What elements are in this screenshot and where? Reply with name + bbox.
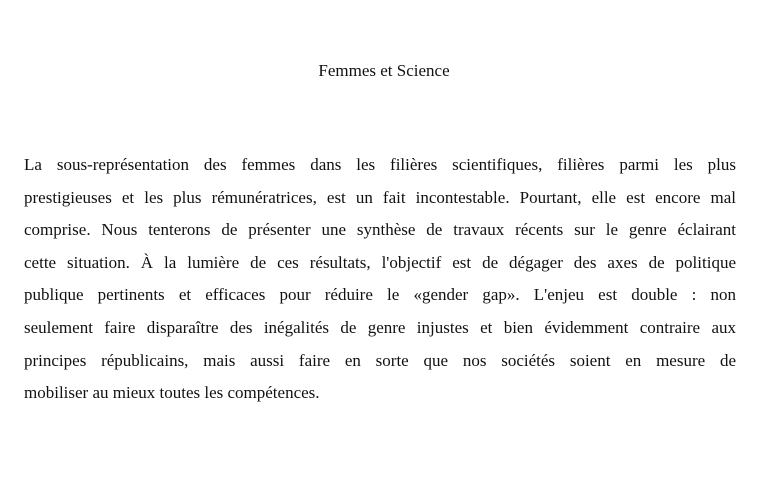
paragraph-line: La sous-représentation des femmes dans les filières scientifiques, filières parmi les plus xyxy=(24,155,736,174)
paragraph-line: seulement faire disparaître des inégalités de genre injustes et bien évidemment contraire aux xyxy=(24,317,736,337)
body-paragraph xyxy=(24,149,736,410)
paragraph-line: principes républicains, mais aussi faire en sorte que nos sociétés soient en mesure de xyxy=(24,350,736,370)
paragraph-line: prestigieuses et les plus rémunératrices, est un fait incontestable. Pourtant, elle est encore mal xyxy=(24,187,736,207)
document-title: Femmes et Science xyxy=(318,61,450,80)
paragraph-line: cette situation. À la lumière de ces résultats, l'objectif est de dégager des axes de politique xyxy=(24,252,736,272)
paragraph-line: comprise. Nous tenterons de présenter une synthèse de travaux récents sur le genre éclairant xyxy=(24,220,736,240)
paragraph-line: mobiliser au mieux toutes les compétences. xyxy=(24,383,320,403)
paragraph-line: publique pertinents et efficaces pour réduire le «gender gap». L'enjeu est double : non xyxy=(24,285,736,305)
